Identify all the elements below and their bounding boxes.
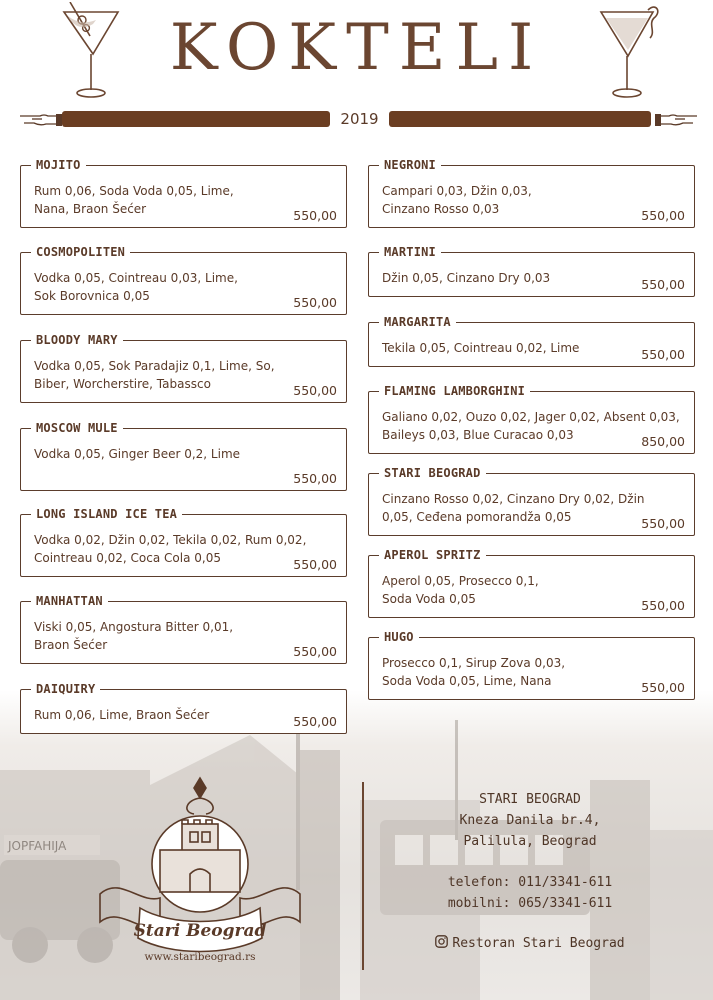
menu-item-long-island-ice-tea xyxy=(20,507,347,577)
item-price: 550,00 xyxy=(293,471,337,486)
pointing-hand-left-icon xyxy=(18,108,62,130)
item-description: Džin 0,05, Cinzano Dry 0,03 xyxy=(382,271,551,285)
menu-item-moscow-mule xyxy=(20,421,347,491)
item-description: Galiano 0,02, Ouzo 0,02, Jager 0,02, Absent 0,03, Baileys 0,03, Blue Curacao 0,03 xyxy=(382,410,680,442)
item-price: 550,00 xyxy=(293,557,337,572)
menu-item-mojito xyxy=(20,158,347,228)
item-description: Vodka 0,05, Ginger Beer 0,2, Lime xyxy=(34,447,241,461)
item-description: Vodka 0,05, Sok Paradajiz 0,1, Lime, So, Biber, Worcherstire, Tabassco xyxy=(34,359,275,391)
item-price: 550,00 xyxy=(293,383,337,398)
menu-item-daiquiry xyxy=(20,682,347,734)
item-price: 550,00 xyxy=(641,277,685,292)
item-description: Tekila 0,05, Cointreau 0,02, Lime xyxy=(382,341,580,355)
item-price: 550,00 xyxy=(641,347,685,362)
menu-item-aperol-spritz xyxy=(368,548,695,618)
year-label: 2019 xyxy=(340,110,379,128)
pointing-hand-right-icon xyxy=(655,108,699,130)
cocktail-glass-icon xyxy=(598,2,660,102)
item-description: Vodka 0,02, Džin 0,02, Tekila 0,02, Rum 0,02, Cointreau 0,02, Coca Cola 0,05 xyxy=(34,533,307,565)
item-price: 850,00 xyxy=(641,434,685,449)
menu-item-margarita xyxy=(368,315,695,367)
menu-item-flaming-lamborghini xyxy=(368,384,695,454)
menu-item-bloody-mary xyxy=(20,333,347,403)
item-price: 550,00 xyxy=(641,680,685,695)
header-bar-left xyxy=(62,111,330,127)
martini-glass-icon xyxy=(60,2,122,102)
item-price: 550,00 xyxy=(293,295,337,310)
item-description: Campari 0,03, Džin 0,03, Cinzano Rosso 0,03 xyxy=(382,184,532,216)
item-description: Cinzano Rosso 0,02, Cinzano Dry 0,02, Džin 0,05, Ceđena pomorandža 0,05 xyxy=(382,492,645,524)
menu-item-manhattan xyxy=(20,594,347,664)
item-price: 550,00 xyxy=(641,516,685,531)
logo-text: Stari Beograd xyxy=(133,921,267,941)
item-price: 550,00 xyxy=(641,598,685,613)
item-name: MOSCOW MULE xyxy=(31,420,123,436)
item-name: MARTINI xyxy=(379,244,441,260)
menu-item-martini xyxy=(368,245,695,297)
footer-divider xyxy=(362,782,364,970)
item-name: STARI BEOGRAD xyxy=(379,465,486,481)
item-description: Aperol 0,05, Prosecco 0,1, Soda Voda 0,05 xyxy=(382,574,539,606)
item-price: 550,00 xyxy=(293,644,337,659)
menu-item-cosmopoliten xyxy=(20,245,347,315)
item-description: Rum 0,06, Lime, Braon Šećer xyxy=(34,708,210,722)
item-name: COSMOPOLITEN xyxy=(31,244,130,260)
item-description: Viski 0,05, Angostura Bitter 0,01, Braon Šećer xyxy=(34,620,234,652)
item-name: MANHATTAN xyxy=(31,593,108,609)
menu-item-hugo xyxy=(368,630,695,700)
header-bar-right xyxy=(389,111,651,127)
instagram-handle: Restoran Stari Beograd xyxy=(452,936,625,951)
restaurant-logo xyxy=(90,776,310,976)
instagram-icon xyxy=(435,935,448,948)
item-name: MOJITO xyxy=(31,157,86,173)
phone-number[interactable]: telefon: 011/3341-611 xyxy=(447,875,613,890)
street-sign-text: JOPFAHIJA xyxy=(8,839,67,853)
item-name: FLAMING LAMBORGHINI xyxy=(379,383,530,399)
item-name: APEROL SPRITZ xyxy=(379,547,486,563)
item-name: NEGRONI xyxy=(379,157,441,173)
item-price: 550,00 xyxy=(641,208,685,223)
address-city: Palilula, Beograd xyxy=(463,834,597,849)
item-description: Vodka 0,05, Cointreau 0,03, Lime, Sok Borovnica 0,05 xyxy=(34,271,238,303)
item-name: HUGO xyxy=(379,629,419,645)
item-name: MARGARITA xyxy=(379,314,456,330)
item-name: DAIQUIRY xyxy=(31,681,100,697)
item-description: Rum 0,06, Soda Voda 0,05, Lime, Nana, Braon Šećer xyxy=(34,184,234,216)
page-title: KOKTELI xyxy=(169,11,544,85)
item-price: 550,00 xyxy=(293,208,337,223)
address-street: Kneza Danila br.4, xyxy=(459,813,601,828)
menu-item-negroni xyxy=(368,158,695,228)
website-url[interactable]: www.staribeograd.rs xyxy=(144,951,256,963)
restaurant-name: STARI BEOGRAD xyxy=(479,792,581,807)
item-price: 550,00 xyxy=(293,714,337,729)
item-name: LONG ISLAND ICE TEA xyxy=(31,506,182,522)
item-name: BLOODY MARY xyxy=(31,332,123,348)
menu-item-stari-beograd xyxy=(368,466,695,536)
instagram-link[interactable] xyxy=(410,934,650,954)
item-description: Prosecco 0,1, Sirup Zova 0,03, Soda Voda 0,05, Lime, Nana xyxy=(382,656,566,688)
mobile-number[interactable]: mobilni: 065/3341-611 xyxy=(447,896,613,911)
